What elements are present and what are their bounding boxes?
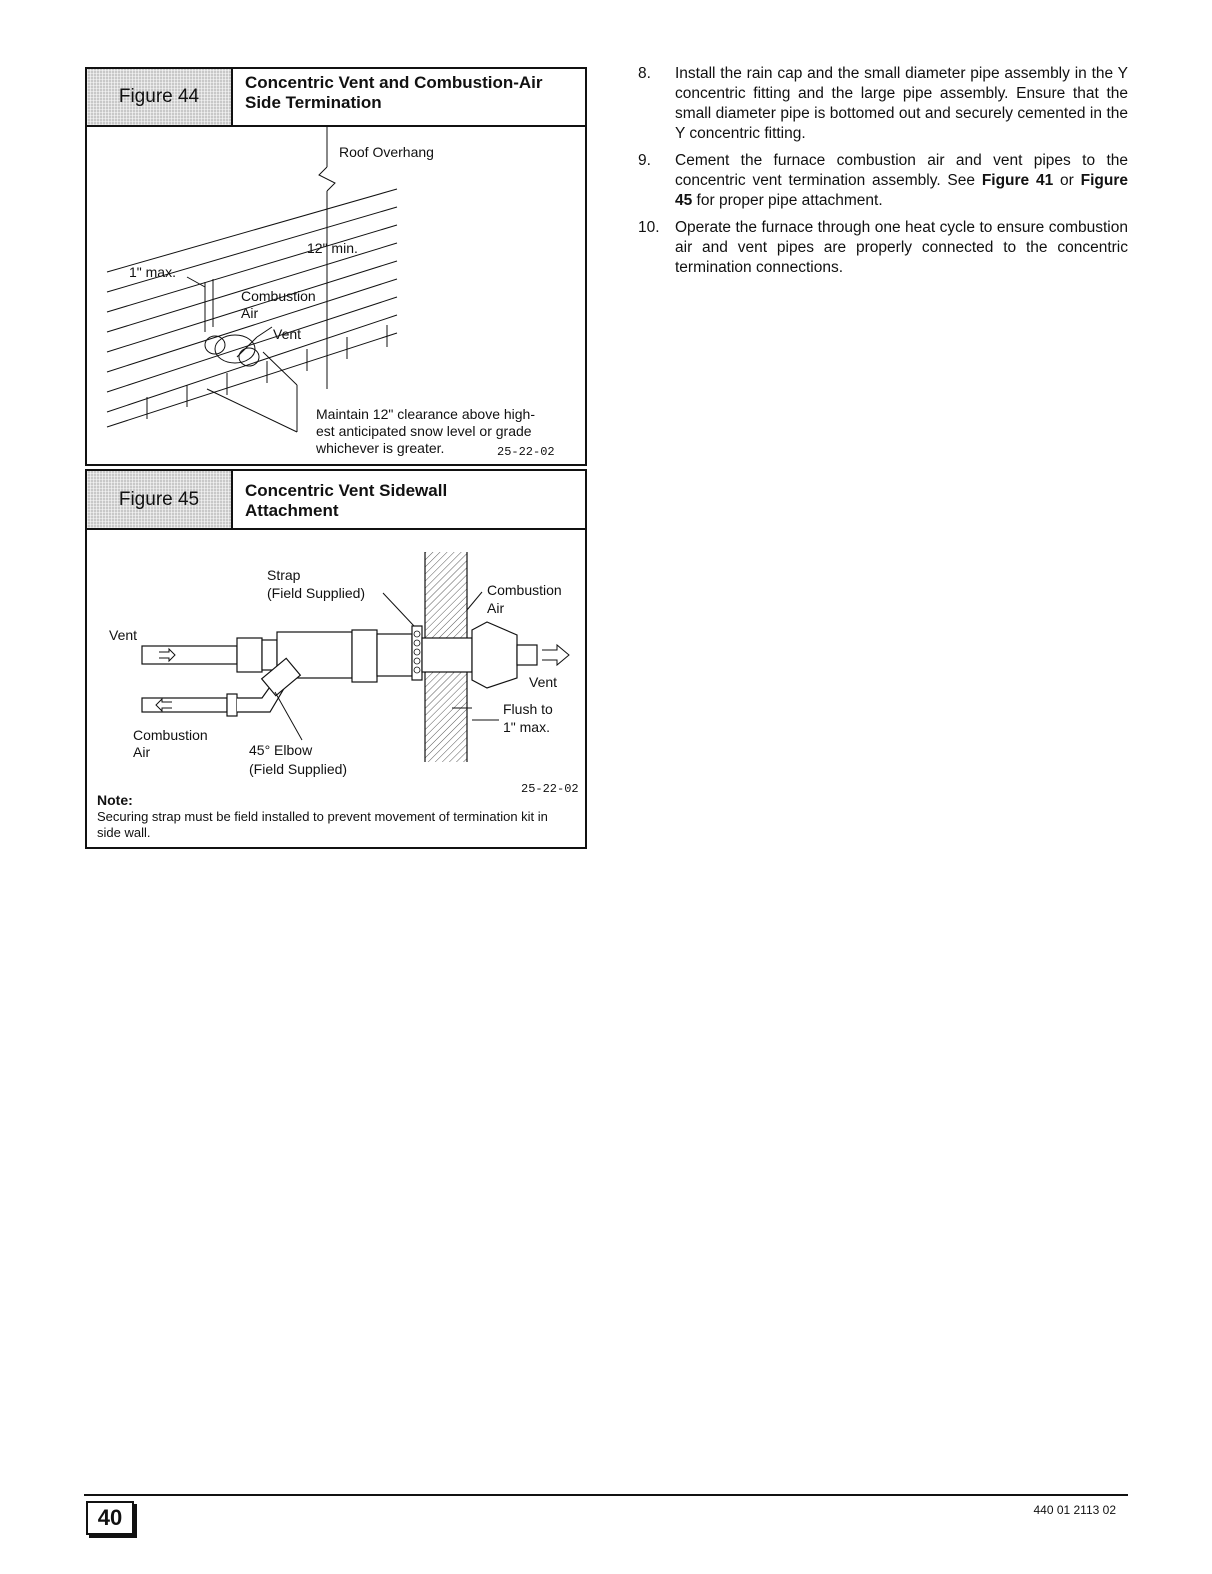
air-label: Air xyxy=(241,305,259,321)
figure-44-header xyxy=(87,69,585,127)
figure-44-code: 25-22-02 xyxy=(497,445,555,459)
figure-44-diagram xyxy=(87,127,585,464)
strap-field-supplied-label: (Field Supplied) xyxy=(267,585,366,601)
figure-45-tag: Figure 45 xyxy=(87,471,233,528)
vent-left-label: Vent xyxy=(109,627,138,643)
figure-45 xyxy=(85,469,587,849)
step-10 xyxy=(638,218,1128,278)
sidewall-attachment-diagram xyxy=(87,530,585,845)
figure-44 xyxy=(85,67,587,466)
clearance-note-line-3: whichever is greater. xyxy=(316,440,445,456)
air-left-label: Air xyxy=(133,744,151,760)
figure-45-title: Concentric Vent Sidewall Attachment xyxy=(245,481,448,520)
vent-label: Vent xyxy=(273,326,302,342)
combustion-label: Combustion xyxy=(241,288,316,304)
step-text: Install the rain cap and the small diameter pipe assembly in the Y concentric fitting and the large pipe assembly. Ensure that the small diameter pipe is bottomed out and securely cemented in the Y concentric fitting. xyxy=(675,65,1128,142)
step-8 xyxy=(638,64,1128,144)
strap-label: Strap xyxy=(267,567,301,583)
figure-44-title: Concentric Vent and Combustion-Air Side Termination xyxy=(245,73,543,112)
elbow-field-supplied-label: (Field Supplied) xyxy=(249,761,348,777)
figure-45-header xyxy=(87,471,585,530)
figure-41-reference: Figure 41 xyxy=(981,172,1054,189)
document-number: 440 01 2113 02 xyxy=(1033,1503,1116,1517)
step-9: 9. Cement the furnace combustion air and vent pipes to the concentric vent termination assembly. See Figure 41 or Figure 45 for proper pipe attachment. xyxy=(638,152,1128,209)
page-number: 40 xyxy=(86,1501,134,1535)
vent-right-label: Vent xyxy=(529,674,558,690)
roof-overhang-diagram xyxy=(87,127,585,462)
installation-steps xyxy=(638,64,1128,285)
flush-to-label: Flush to xyxy=(503,701,553,717)
elbow-label: 45° Elbow xyxy=(249,742,313,758)
twelve-min-label: 12" min. xyxy=(307,240,358,256)
note-title: Note: xyxy=(97,792,133,808)
figure-45-diagram xyxy=(87,530,585,847)
combustion-air-right-label: Combustion xyxy=(487,582,562,598)
step-text: Cement the furnace combustion air and vent pipes to the concentric vent termination assembly. See xyxy=(675,152,1128,189)
one-max-right-label: 1" max. xyxy=(503,719,550,735)
figure-45-code: 25-22-02 xyxy=(521,782,579,796)
combustion-left-label: Combustion xyxy=(133,727,208,743)
figure-44-tag: Figure 44 xyxy=(87,69,233,125)
clearance-note-line-1: Maintain 12" clearance above high- xyxy=(316,406,535,422)
air-right-label: Air xyxy=(487,600,505,616)
one-max-label: 1" max. xyxy=(129,264,176,280)
step-number: 10. xyxy=(638,219,660,236)
clearance-note-line-2: est anticipated snow level or grade xyxy=(316,423,532,439)
figure-45-reference: Figure 45 xyxy=(675,172,1128,209)
note-text: Securing strap must be field installed to prevent movement of termination kit in side wall. xyxy=(97,809,548,840)
step-text: Operate the furnace through one heat cycle to ensure combustion air and vent pipes are properly connected to the concentric termination connections. xyxy=(675,219,1128,276)
step-number: 9. xyxy=(638,152,651,169)
roof-overhang-label: Roof Overhang xyxy=(339,144,434,160)
step-number: 8. xyxy=(638,65,651,82)
footer-rule xyxy=(84,1494,1128,1496)
